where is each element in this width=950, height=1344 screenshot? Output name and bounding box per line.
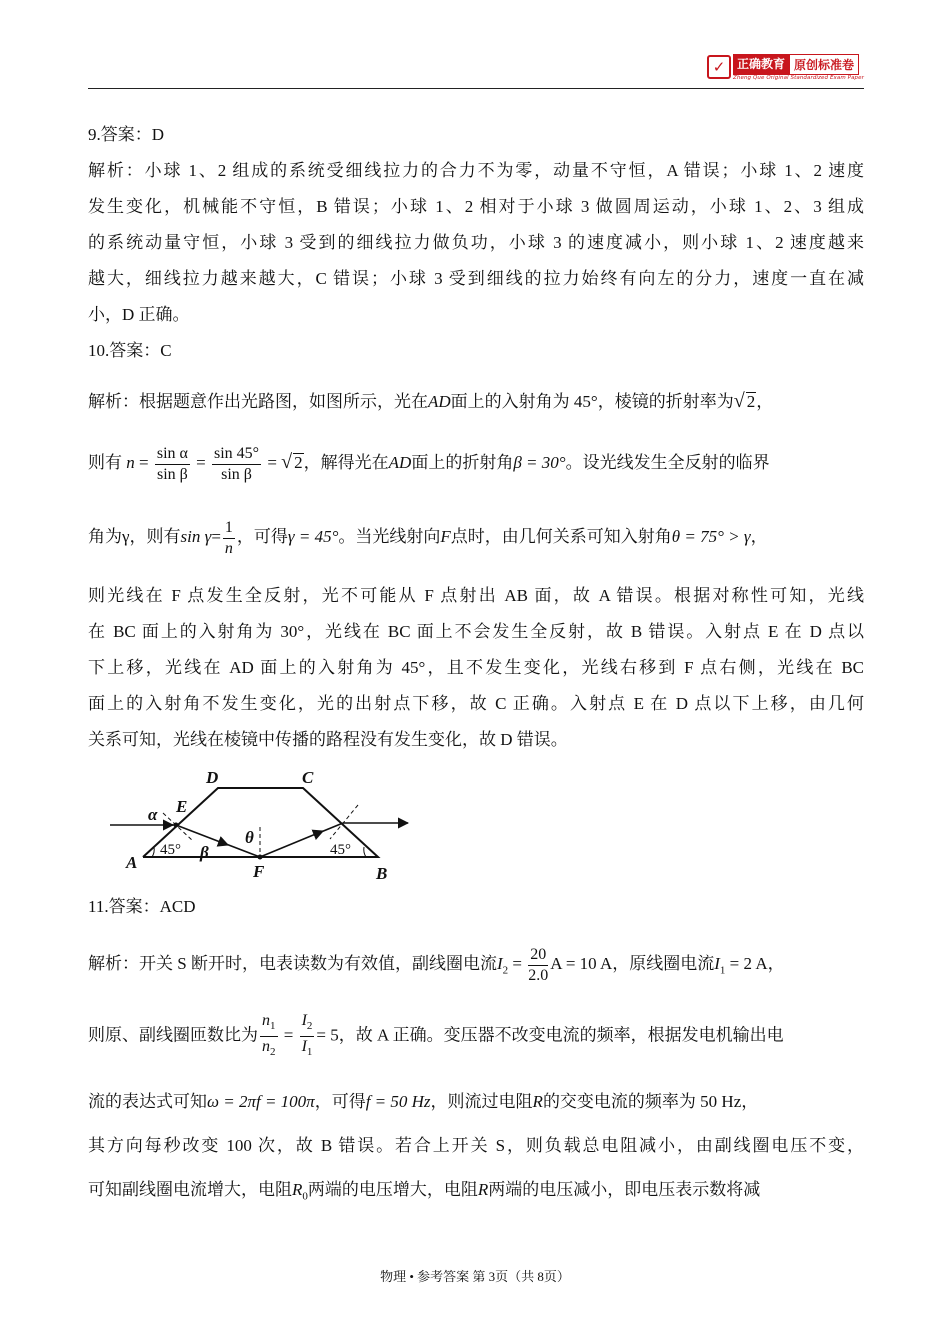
var-AD: AD: [388, 453, 412, 472]
q11-line-4: 其方向每秒改变 100 次，故 B 错误。若合上开关 S，则负载总电阻减小，由副线圈电压不变，: [88, 1136, 864, 1155]
q10-text: 角为γ，则有: [88, 527, 181, 546]
beta-eq: β = 30°: [513, 453, 566, 472]
label-theta: θ: [245, 828, 254, 847]
q10-text: 则有: [88, 453, 122, 472]
label-B: B: [376, 864, 388, 883]
var-n1: n: [262, 1012, 270, 1029]
label-E: E: [176, 797, 188, 816]
q10-line-8: 关系可知，光线在棱镜中传播的路程没有发生变化，故 D 错误。: [88, 730, 568, 749]
label-C: C: [302, 768, 314, 787]
frac-num: sin 45°: [212, 444, 261, 465]
var-R: R: [532, 1092, 543, 1111]
var-n: n: [126, 453, 135, 472]
q10-line-4: 则光线在 F 点发生全反射，光不可能从 F 点射出 AB 面，故 A 错误。根据对称性可知，光线: [88, 586, 864, 605]
label-angle-right: 45°: [330, 842, 351, 858]
sqrt-value: 2: [294, 453, 303, 472]
equals: =: [211, 527, 221, 546]
label-D: D: [206, 768, 219, 787]
frac-num: 20: [528, 945, 548, 966]
q11-line-2: 则原、副线圈匝数比为 $\frac{n_1}{n_2}$ = $\frac{I_2}{I_1}$ = 5，故 A 正确。变压器不改变电流的频率，根据发电机输出电: [88, 1011, 784, 1062]
q10-heading: 10.答案：C: [88, 341, 172, 360]
q11-text: 两端的电压增大，电阻: [307, 1180, 478, 1199]
q11-text: 的交变电流的频率为 50 Hz，: [542, 1092, 759, 1111]
q11-text: ，可得: [314, 1092, 366, 1111]
point-E: [174, 823, 179, 828]
logo-tag: 原创标准卷: [789, 54, 859, 75]
q9-line-3: 的系统动量守恒，小球 3 受到的细线拉力做负功，小球 3 的速度减小，则小球 1、2 速度越来: [88, 233, 864, 252]
q9-line-1: 解析：小球 1、2 组成的系统受细线拉力的合力不为零，动量不守恒，A 错误；小球 1、2 速度: [88, 161, 864, 180]
var-F: F: [440, 527, 451, 546]
publisher-logo: [707, 52, 864, 82]
frac-den: sin β: [221, 465, 252, 483]
omega-eq: ω = 2πf = 100π: [207, 1092, 315, 1111]
q10-text: 。当光线射向: [338, 527, 441, 546]
q9-line-4: 越大，细线拉力越来越大，C 错误；小球 3 受到细线的拉力始终有向左的分力，速度一直在减: [88, 269, 864, 288]
fraction-n: [260, 1011, 278, 1062]
subscript: 1: [306, 1046, 313, 1059]
normal-E: [163, 813, 193, 841]
angle-arc-B: [364, 847, 366, 857]
q10-text: 面上的折射角: [411, 453, 514, 472]
q11-text: A = 10 A: [550, 954, 613, 973]
q10-text: ，: [750, 527, 768, 546]
q9-heading: 9.答案：D: [88, 125, 165, 144]
var-I2: I: [301, 1012, 307, 1029]
label-alpha: α: [148, 805, 158, 824]
q11-text: ，故 A 正确。变压器不改变电流的频率，根据发电机输出电: [338, 1025, 784, 1045]
var-I1: I: [301, 1038, 307, 1056]
q11-text: 可知副线圈电流增大，电阻: [88, 1180, 292, 1199]
q10-line-1: 解析：根据题意作出光路图，如图所示，光在AD面上的入射角为 45°，棱镜的折射率为√ 2，: [88, 390, 774, 412]
fraction-1n: [223, 518, 235, 559]
frac-num: 1: [223, 518, 235, 539]
var-I2: I: [496, 954, 503, 973]
q11-line-1: 解析：开关 S 断开时，电表读数为有效值，副线圈电流$I_2$ = $\frac{20}{2.0}$ A = 10 A，原线圈电流$I_1 = 2$ A，: [88, 945, 785, 984]
q11-heading: 11.答案：ACD: [88, 897, 196, 916]
equals: =: [139, 453, 149, 472]
theta-eq: θ = 75° > γ: [671, 527, 751, 546]
var-R0: R: [292, 1180, 303, 1199]
check-icon: ✓: [707, 55, 731, 79]
label-A: A: [126, 853, 138, 872]
q10-line-6: 下上移，光线在 AD 面上的入射角为 45°，且不发生变化，光线右移到 F 点右侧，光线在 BC: [88, 658, 864, 677]
q10-line-7: 面上的入射角不发生变化，光的出射点下移，故 C 正确。入射点 E 在 D 点以下上移，由几何: [88, 694, 864, 713]
point-F: [258, 855, 263, 860]
q10-text: 。设光线发生全反射的临界: [565, 453, 770, 472]
prism-light-path-figure: [108, 765, 413, 883]
q11-text: = 2 A: [729, 954, 768, 973]
frac-den: 2.0: [528, 966, 549, 984]
q11-text: 解析：开关 S 断开时，电表读数为有效值，副线圈电流: [88, 954, 497, 973]
var-R: R: [477, 1180, 489, 1199]
fraction-I: [300, 1011, 315, 1062]
q11-text: ，: [767, 954, 785, 973]
q11-text: = 5: [316, 1025, 339, 1045]
q10-line-2: [88, 438, 770, 487]
sqrt-icon: √: [281, 451, 293, 473]
q11-text: ，则流过电阻: [430, 1092, 533, 1111]
q10-line-3: [88, 513, 768, 561]
frac-num: sin α: [155, 444, 190, 465]
fraction-sin45: [212, 444, 261, 485]
q10-text: ，可得: [236, 527, 288, 546]
q9-line-2: 发生变化，机械能不守恒，B 错误；小球 1、2 相对于小球 3 做圆周运动，小球 1、2、3 组成: [88, 197, 864, 216]
var-AD: AD: [428, 392, 451, 411]
refracted-ray-2: [226, 844, 260, 857]
q11-line-3: [88, 1090, 758, 1114]
fraction-sin: [155, 444, 190, 485]
equals: =: [267, 453, 277, 472]
q10-line-5: 在 BC 面上的入射角为 30°，光线在 BC 面上不会发生全反射，故 B 错误。入射点 E 在 D 点以: [88, 622, 864, 641]
subscript: 2: [270, 1046, 276, 1059]
subscript: 2: [502, 964, 509, 977]
logo-subtitle: Zheng Que Original Standardized Exam Paper: [733, 74, 864, 81]
subscript: 2: [306, 1020, 313, 1033]
page-header: [88, 48, 864, 89]
page-footer: 物理 • 参考答案 第 3页（共 8页）: [380, 1269, 570, 1284]
gamma-eq: γ = 45°: [287, 527, 339, 546]
label-angle-left: 45°: [160, 842, 181, 858]
subscript: 1: [719, 964, 726, 977]
reflected-ray: [260, 831, 323, 857]
label-beta: β: [200, 843, 209, 862]
q10-text: 点时，由几何关系可知入射角: [450, 527, 672, 546]
subscript: 0: [302, 1190, 308, 1203]
sqrt-value: 2: [746, 392, 756, 411]
q11-text: 流的表达式可知: [88, 1092, 207, 1111]
var-I1: I: [714, 954, 720, 973]
refracted-ray: [176, 825, 228, 845]
q10-text: ，解得光在: [303, 453, 389, 472]
q11-text: ，原线圈电流: [612, 954, 715, 973]
sin-gamma: sin γ: [180, 527, 212, 546]
f-eq: f = 50 Hz: [365, 1092, 431, 1111]
q10-text: 解析：根据题意作出光路图，如图所示，光在: [88, 392, 428, 411]
sqrt-icon: √: [733, 390, 745, 412]
q11-text: 则原、副线圈匝数比为: [88, 1025, 258, 1045]
equals: =: [196, 453, 206, 472]
q11-line-5: [88, 1178, 760, 1208]
logo-brand: 正确教育: [733, 54, 789, 75]
q11-text: 两端的电压减小，即电压表示数将减: [488, 1180, 761, 1199]
q9-line-5: 小，D 正确。: [88, 305, 190, 324]
frac-den: n: [224, 539, 233, 557]
label-F: F: [253, 862, 265, 881]
q10-text: 面上的入射角为 45°，棱镜的折射率为: [450, 392, 734, 411]
subscript: 1: [270, 1020, 276, 1033]
frac-den: sin β: [156, 465, 188, 483]
fraction-20: [528, 945, 548, 986]
var-n2: n: [262, 1038, 270, 1056]
